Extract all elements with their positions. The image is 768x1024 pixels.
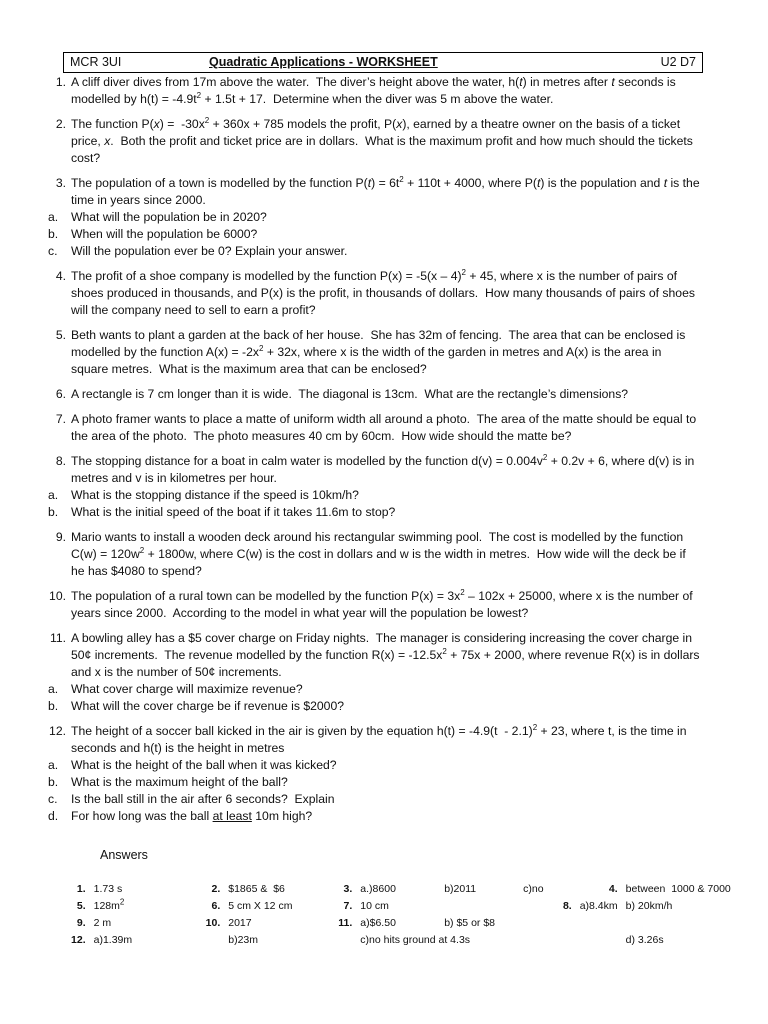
question-item: [36, 116, 702, 167]
question-spacer: [36, 521, 702, 529]
answer-value: 5 cm X 12 cm: [228, 899, 293, 912]
sub-question-letter: c.: [48, 792, 58, 806]
question-number: 2.: [55, 117, 66, 131]
sub-question-item: [36, 226, 702, 243]
question-text: Mario wants to install a wooden deck around his rectangular swimming pool. The cost is modelled by the function $C(w) = 120w^2 + 1800w$, where C(w) is the cost in dollars and w is the width in metres. How wide will the deck be if he has $4080 to spend?: [71, 530, 686, 578]
sub-question-text: What will the population be in 2020?: [71, 210, 267, 224]
question-item: [36, 453, 702, 487]
answers-row: [60, 931, 768, 948]
sub-question-text: For how long was the ball at least 10m high?: [71, 809, 313, 823]
answer-value: d) 3.26s: [625, 933, 664, 946]
sub-question-item: [36, 808, 702, 825]
question-spacer: [36, 445, 702, 453]
answer-value: $128m^2$: [93, 897, 125, 912]
question-number: 1.: [55, 75, 66, 89]
sub-question-item: [36, 681, 702, 698]
question-number: 8.: [55, 454, 66, 468]
question-item: [36, 723, 702, 757]
question-item: [36, 327, 702, 378]
course-code: MCR 3UI: [70, 55, 122, 69]
question-number: 9.: [55, 530, 66, 544]
answer-number: 6.: [211, 899, 221, 912]
sub-question-letter: a.: [48, 210, 59, 224]
answer-value: c)no hits ground at 4.3s: [360, 933, 471, 946]
answers-row: [60, 880, 768, 897]
question-number: 7.: [55, 412, 66, 426]
question-spacer: [36, 167, 702, 175]
answer-value: b) $5 or $8: [444, 916, 496, 929]
question-item: [36, 175, 702, 209]
question-item: [36, 268, 702, 319]
answers-row: [60, 914, 768, 931]
sub-question-text: Will the population ever be 0? Explain your answer.: [71, 244, 348, 258]
answer-value: b) 20km/h: [625, 899, 673, 912]
answer-value: [576, 931, 622, 948]
question-item: [36, 74, 702, 108]
question-spacer: [36, 319, 702, 327]
sub-question-text: What is the maximum height of the ball?: [71, 775, 288, 789]
question-number: 12.: [49, 724, 66, 738]
sub-question-letter: a.: [48, 488, 59, 502]
question-spacer: [36, 108, 702, 116]
sub-question-letter: d.: [48, 809, 59, 823]
question-number: 6.: [55, 387, 66, 401]
answer-value: [440, 897, 519, 914]
sub-question-text: What is the initial speed of the boat if it takes 11.6m to stop?: [71, 505, 396, 519]
sub-question-item: [36, 209, 702, 226]
answer-value: b)2011: [444, 882, 477, 895]
question-item: [36, 411, 702, 445]
unit-day-code: U2 D7: [660, 55, 696, 69]
question-text: A bowling alley has a $5 cover charge on Friday nights. The manager is considering increasing the cover charge in 50¢ increments. The revenue modelled by the function $R(x) = -12.5x^2 + 75x + 2000$, where revenue R(x) is in dollars and x is the number of 50¢ increments.: [71, 631, 700, 679]
answer-number: 4.: [608, 882, 618, 895]
answers-table: [60, 880, 768, 948]
question-text: The height of a soccer ball kicked in the air is given by the equation h(t) = -4.9(t - 2.1)$^2$ + 23, where t, is the time in seconds and h(t) is the height in metres: [71, 722, 687, 755]
question-number: 3.: [55, 176, 66, 190]
sub-question-letter: b.: [48, 775, 59, 789]
question-number: 4.: [55, 269, 66, 283]
question-spacer: [36, 260, 702, 268]
answer-value: [519, 914, 576, 931]
question-spacer: [36, 403, 702, 411]
question-spacer: [36, 715, 702, 723]
answer-number: 7.: [343, 899, 353, 912]
sub-question-item: [36, 698, 702, 715]
sub-question-item: [36, 757, 702, 774]
answer-number: 1.: [76, 882, 86, 895]
sub-question-text: What will the cover charge be if revenue is $2000?: [71, 699, 345, 713]
sub-question-letter: b.: [48, 505, 59, 519]
question-number: 5.: [55, 328, 66, 342]
answer-value: 1.73 s: [93, 882, 123, 895]
question-text: The function $P(x) = -30x^2 + 360x + 785$ models the profit, P(x), earned by a theatre owner on the basis of a ticket price, x. Both the profit and ticket price are in dollars. What is the maximum profit and how much should the tickets cost?: [71, 115, 693, 165]
sub-question-item: [36, 487, 702, 504]
answer-value: a)8.4km: [579, 899, 618, 912]
question-number: 11.: [49, 631, 66, 645]
sub-question-text: Is the ball still in the air after 6 seconds? Explain: [71, 792, 335, 806]
answer-number: 10.: [205, 916, 221, 929]
answer-value: $1865 & $6: [228, 882, 285, 895]
sub-question-item: [36, 774, 702, 791]
question-spacer: [36, 580, 702, 588]
question-item: [36, 529, 702, 580]
answer-value: 2017: [228, 916, 252, 929]
answer-value: a)1.39m: [93, 933, 133, 946]
sub-question-item: [36, 243, 702, 260]
question-text: Beth wants to plant a garden at the back of her house. She has 32m of fencing. The area that can be enclosed is modelled by the function $A(x) = -2x^2 + 32x$, where x is the width of the garden in metres and A(x) is the area in square metres. What is the maximum area that can be enclosed?: [71, 328, 686, 376]
question-item: [36, 630, 702, 681]
answer-value: 2 m: [93, 916, 112, 929]
sub-question-text: What cover charge will maximize revenue?: [71, 682, 303, 696]
question-number: 10.: [49, 589, 66, 603]
answer-number: 12.: [71, 933, 86, 946]
question-spacer: [36, 378, 702, 386]
question-text: The population of a rural town can be modelled by the function $P(x) = 3x^2 - 102x + 25000$, where x is the number of years since 2000. According to the model in what year will the population be lowest?: [71, 587, 693, 620]
sub-question-letter: c.: [48, 244, 58, 258]
sub-question-text: When will the population be 6000?: [71, 227, 258, 241]
answer-number: 2.: [211, 882, 221, 895]
sub-question-text: What is the stopping distance if the speed is 10km/h?: [71, 488, 359, 502]
question-text: The profit of a shoe company is modelled by the function P(x) = -5(x – 4)$^2$ + 45, where x is the number of pairs of shoes produced in thousands, and P(x) is the profit, in thousands of dollars. How many thousands of pairs of shoes will the company need to sell to earn a profit?: [71, 267, 695, 317]
sub-question-letter: b.: [48, 699, 59, 713]
question-text: The stopping distance for a boat in calm water is modelled by the function $d(v) = 0.004v^2 + 0.2v + 6$, where d(v) is in metres and v is in kilometres per hour.: [71, 452, 695, 485]
sub-question-letter: a.: [48, 758, 59, 772]
answer-value: [174, 931, 225, 948]
question-item: [36, 588, 702, 622]
question-text: A photo framer wants to place a matte of uniform width all around a photo. The area of the matte should be equal to the area of the photo. The photo measures 40 cm by 60cm. How wide should the matte be?: [71, 412, 697, 443]
answer-value: between 1000 & 7000: [625, 882, 731, 895]
sub-question-letter: a.: [48, 682, 59, 696]
worksheet-header: [63, 52, 703, 73]
question-list: [36, 74, 702, 825]
question-text: A rectangle is 7 cm longer than it is wide. The diagonal is 13cm. What are the rectangle’s dimensions?: [71, 387, 629, 401]
worksheet-title: Quadratic Applications - WORKSHEET: [209, 55, 438, 69]
answer-value: [622, 914, 768, 931]
answers-row: [60, 897, 768, 914]
answer-value: b)23m: [228, 933, 259, 946]
answer-number: 3.: [343, 882, 353, 895]
answer-value: a.)8600: [360, 882, 396, 895]
sub-question-text: What is the height of the ball when it was kicked?: [71, 758, 337, 772]
answers-heading: Answers: [100, 848, 148, 862]
question-text: A cliff diver dives from 17m above the water. The diver’s height above the water, h(t) in metres after t seconds is modelled by $h(t) = -4.9t^2 + 1.5t + 17$. Determine when the diver was 5 m above the water.: [71, 75, 676, 106]
answer-value: a)$6.50: [360, 916, 396, 929]
answer-number: 9.: [76, 916, 86, 929]
answer-value: [576, 914, 622, 931]
answer-number: 5.: [76, 899, 86, 912]
question-item: [36, 386, 702, 403]
answer-value: c)no: [523, 882, 544, 895]
sub-question-item: [36, 791, 702, 808]
question-text: The population of a town is modelled by the function $P(t) = 6t^2 + 110t + 4000$, where P(t) is the population and t is the time in years since 2000.: [71, 174, 700, 207]
sub-question-item: [36, 504, 702, 521]
answer-number: 11.: [338, 916, 353, 929]
answer-number: 8.: [562, 899, 572, 912]
answer-value: [319, 931, 356, 948]
question-spacer: [36, 622, 702, 630]
sub-question-letter: b.: [48, 227, 59, 241]
answer-value: 10 cm: [360, 899, 389, 912]
